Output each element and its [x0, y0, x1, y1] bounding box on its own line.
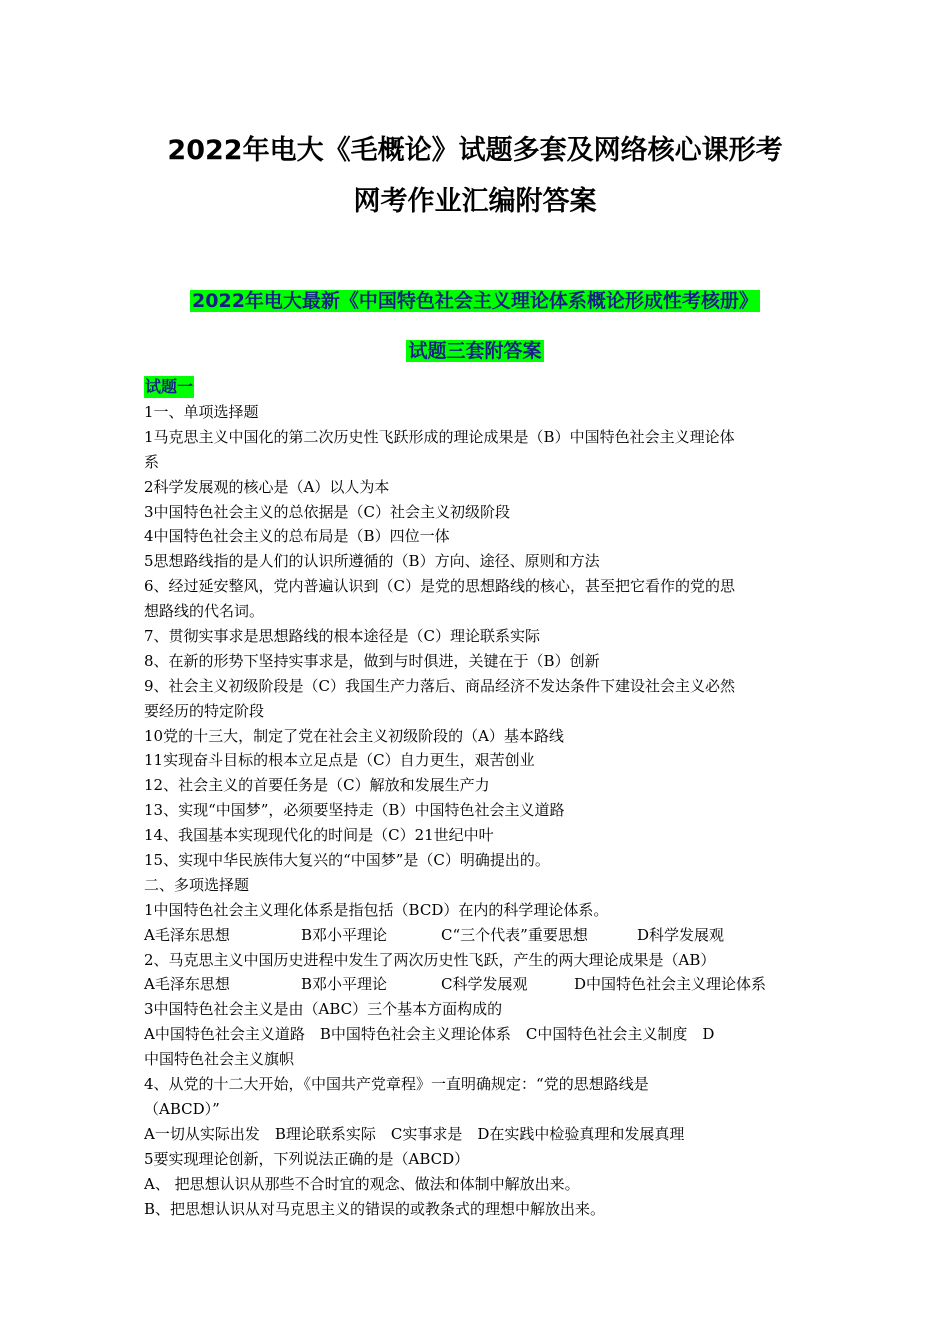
body-line: 13、实现“中国梦”，必须要坚持走（B）中国特色社会主义道路 — [144, 801, 565, 820]
body-line: 2、马克思主义中国历史进程中发生了两次历史性飞跃，产生的两大理论成果是（AB） — [144, 950, 716, 969]
subtitle-highlight-2: 试题三套附答案 — [408, 340, 542, 362]
body-line: 6、经过延安整风，党内普遍认识到（C）是党的思想路线的核心，甚至把它看作的党的思 — [144, 577, 736, 596]
options-row-2 — [144, 972, 808, 997]
subtitle-line-1 — [0, 287, 950, 315]
option-c: C“三个代表”重要思想 — [441, 925, 588, 944]
option-b: B邓小平理论 — [301, 925, 388, 944]
subtitle-highlight-1: 2022年电大最新《中国特色社会主义理论体系概论形成性考核册》 — [192, 290, 758, 312]
body-line: A、 把思想认识从那些不合时宜的观念、做法和体制中解放出来。 — [144, 1174, 580, 1193]
body-line: 1中国特色社会主义理化体系是指包括（BCD）在内的科学理论体系。 — [144, 900, 609, 919]
body-line: A中国特色社会主义道路 B中国特色社会主义理论体系 C中国特色社会主义制度 D — [144, 1025, 715, 1044]
body-line: 中国特色社会主义旗帜 — [144, 1050, 295, 1069]
body-line: 10党的十三大，制定了党在社会主义初级阶段的（A）基本路线 — [144, 726, 564, 745]
body-line: 11实现奋斗目标的根本立足点是（C）自力更生，艰苦创业 — [144, 751, 535, 770]
body-line: 想路线的代名词。 — [144, 602, 265, 621]
options-row-1 — [144, 923, 808, 948]
body-line: 9、社会主义初级阶段是（C）我国生产力落后、商品经济不发达条件下建设社会主义必然 — [144, 676, 736, 695]
doc-title-line-1: 2022年电大《毛概论》试题多套及网络核心课形考 — [167, 135, 783, 166]
body-line: 7、贯彻实事求是思想路线的根本途径是（C）理论联系实际 — [144, 627, 541, 646]
body-line: 1马克思主义中国化的第二次历史性飞跃形成的理论成果是（B）中国特色社会主义理论体 — [144, 427, 735, 446]
body-line: B、把思想认识从对马克思主义的错误的或教条式的理想中解放出来。 — [144, 1199, 606, 1218]
option-a: A毛泽东思想 — [144, 975, 230, 994]
body-line: 3中国特色社会主义的总依据是（C）社会主义初级阶段 — [144, 502, 511, 521]
option-b: B邓小平理论 — [301, 975, 388, 994]
body-line: 要经历的特定阶段 — [144, 701, 265, 720]
body-line: 12、社会主义的首要任务是（C）解放和发展生产力 — [144, 776, 490, 795]
body-line: 14、我国基本实现现代化的时间是（C）21世纪中叶 — [144, 826, 494, 845]
body-line: 4中国特色社会主义的总布局是（B）四位一体 — [144, 527, 450, 546]
section-label: 试题一 — [145, 377, 194, 396]
option-c: C科学发展观 — [441, 975, 528, 994]
body-line: 2科学发展观的核心是（A）以人为本 — [144, 477, 390, 496]
option-d: D科学发展观 — [637, 925, 725, 944]
option-d: D中国特色社会主义理论体系 — [574, 975, 767, 994]
body-line: （ABCD）” — [144, 1099, 220, 1118]
body-line: 二、多项选择题 — [144, 875, 250, 894]
body-line: 系 — [144, 452, 160, 471]
body-line: 15、实现中华民族伟大复兴的“中国梦”是（C）明确提出的。 — [144, 851, 550, 870]
body-line: 1一、单项选择题 — [144, 403, 259, 421]
body-line: 3中国特色社会主义是由（ABC）三个基本方面构成的 — [144, 1000, 503, 1019]
question-body — [144, 400, 808, 1221]
body-line: 8、在新的形势下坚持实事求是，做到与时俱进，关键在于（B）创新 — [144, 651, 600, 670]
doc-title-line-2: 网考作业汇编附答案 — [353, 186, 597, 217]
body-line: A一切从实际出发 B理论联系实际 C实事求是 D在实践中检验真理和发展真理 — [144, 1124, 685, 1143]
body-line: 5要实现理论创新，下列说法正确的是（ABCD） — [144, 1149, 470, 1168]
body-line: 5思想路线指的是人们的认识所遵循的（B）方向、途径、原则和方法 — [144, 552, 600, 571]
subtitle-line-2 — [0, 337, 950, 365]
body-line: 4、从党的十二大开始，《中国共产党章程》一直明确规定：“党的思想路线是 — [144, 1075, 649, 1094]
option-a: A毛泽东思想 — [144, 925, 230, 944]
